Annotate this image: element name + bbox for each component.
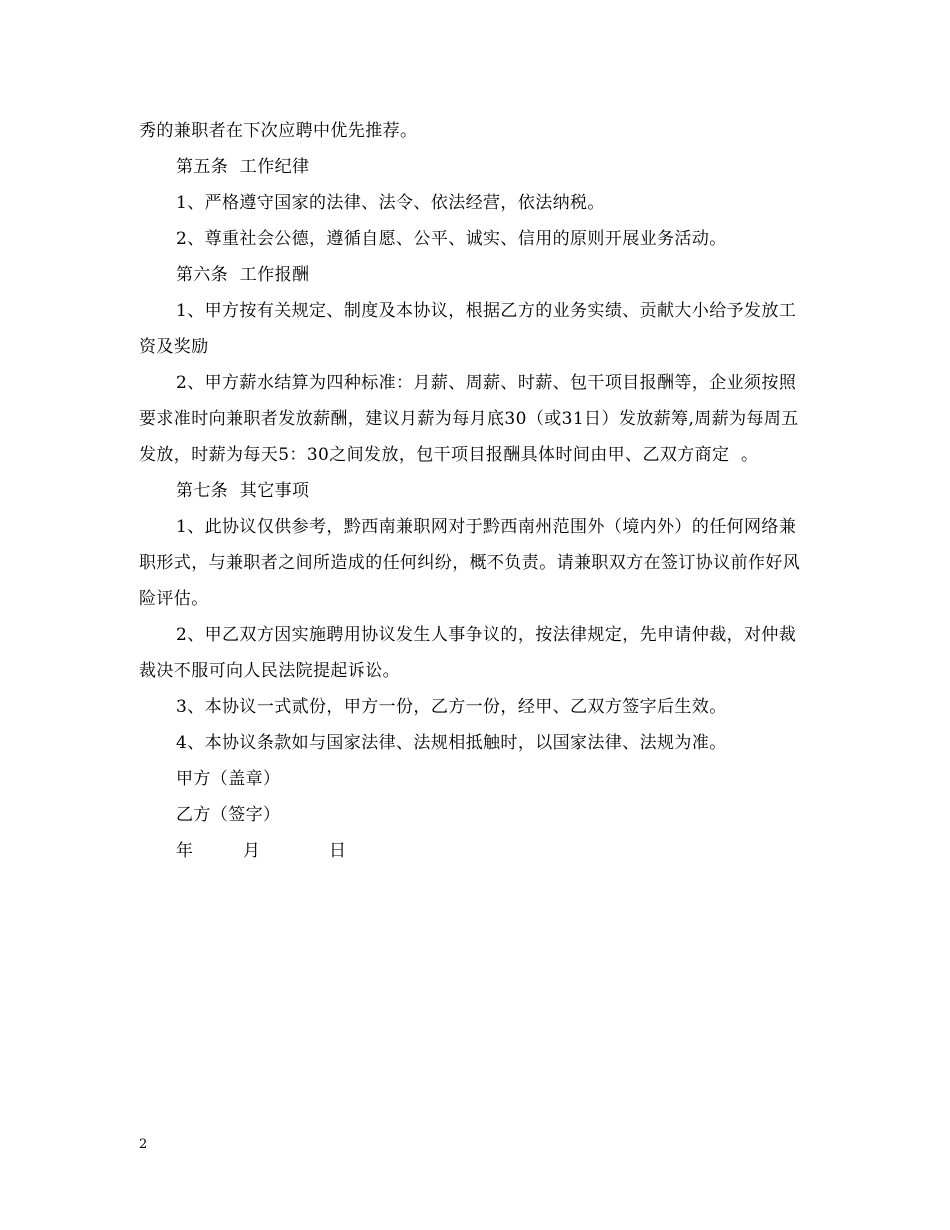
page-number: 2 <box>139 1137 148 1152</box>
article-7-clause-3: 3、本协议一式贰份，甲方一份，乙方一份，经甲、乙双方签字后生效。 <box>176 697 727 717</box>
party-a-seal-line: 甲方（盖章） <box>176 769 281 789</box>
date-month-label: 月 <box>243 841 260 861</box>
date-line <box>139 833 813 869</box>
article-6-heading: 第六条 工作报酬 <box>176 265 310 285</box>
article-5-clause-2: 2、尊重社会公德，遵循自愿、公平、诚实、信用的原则开展业务活动。 <box>176 229 727 249</box>
article-5-heading: 第五条 工作纪律 <box>176 157 310 177</box>
document-body <box>139 113 813 869</box>
date-year-label: 年 <box>176 841 193 861</box>
article-7-clause-1: 1、此协议仅供参考，黔西南兼职网对于黔西南州范围外（境内外）的任何网络兼职形式，与兼职者之间所造成的任何纠纷，概不负责。请兼职双方在签订协议前作好风险评估。 <box>139 517 801 609</box>
article-5-clause-1: 1、严格遵守国家的法律、法令、依法经营，依法纳税。 <box>176 193 605 213</box>
article-7-clause-2: 2、甲乙双方因实施聘用协议发生人事争议的，按法律规定，先申请仲裁，对仲裁裁决不服可向人民法院提起诉讼。 <box>139 625 797 681</box>
party-b-signature-line: 乙方（签字） <box>176 805 281 825</box>
article-6-clause-1: 1、甲方按有关规定、制度及本协议，根据乙方的业务实绩、贡献大小给予发放工资及奖励 <box>139 301 797 357</box>
article-6-clause-2: 2、甲方薪水结算为四种标准：月薪、周薪、时薪、包干项目报酬等，企业须按照要求准时向兼职者发放薪酬，建议月薪为每月底30（或31日）发放薪筹,周薪为每周五发放，时薪为每天5：30之间发放，包干项目报酬具体时间由甲、乙双方商定 。 <box>139 373 799 465</box>
article-7-clause-4: 4、本协议条款如与国家法律、法规相抵触时，以国家法律、法规为准。 <box>176 733 727 753</box>
article-7-heading: 第七条 其它事项 <box>176 481 310 501</box>
date-day-label: 日 <box>329 841 346 861</box>
paragraph-continuation: 秀的兼职者在下次应聘中优先推荐。 <box>139 121 418 141</box>
